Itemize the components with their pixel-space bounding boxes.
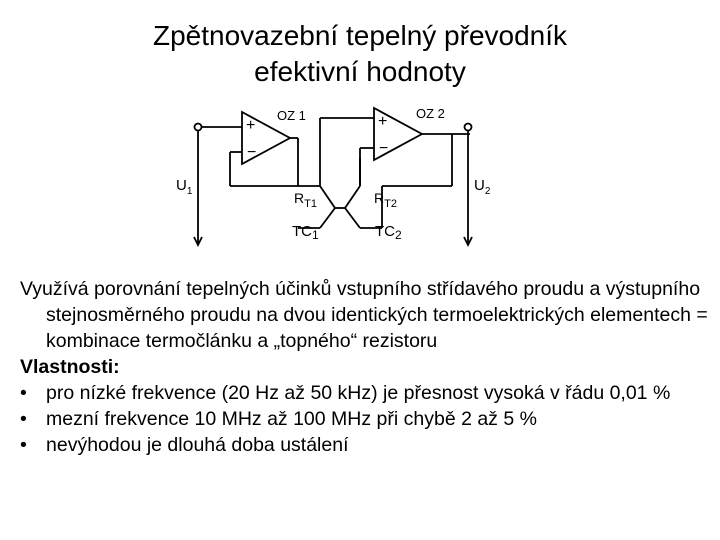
- output-terminal: [465, 124, 472, 131]
- bullet-icon: •: [20, 408, 27, 430]
- tc1-label: $TC_1$: [292, 223, 319, 242]
- circuit-diagram: [170, 100, 510, 260]
- opamp-1-label: OZ 1: [277, 108, 306, 123]
- properties-heading: Vlastnosti:: [20, 356, 120, 378]
- u1-label: $U_1$: [176, 177, 193, 197]
- bullet-icon: •: [20, 382, 27, 404]
- list-item-text: nevýhodou je dlouhá doba ustálení: [46, 434, 349, 456]
- title-line-1: Zpětnovazební tepelný převodník: [152, 20, 568, 51]
- bullet-icon: •: [20, 434, 27, 456]
- list-item: [20, 432, 710, 458]
- opamp-2-label: OZ 2: [416, 106, 445, 121]
- rt1-label: $R_{T1}$: [294, 190, 317, 210]
- opamp-2-minus: −: [379, 140, 389, 157]
- tc2-label: $TC_2$: [375, 223, 402, 242]
- list-item: [20, 406, 710, 432]
- u2-label: $U_2$: [474, 177, 491, 197]
- rt2-label: $R_{T2}$: [374, 190, 397, 210]
- title-line-2: efektivní hodnoty: [254, 56, 466, 87]
- opamp-1-minus: −: [247, 144, 257, 161]
- list-item: [20, 380, 710, 406]
- input-terminal: [195, 124, 202, 131]
- opamp-2-plus: +: [378, 113, 388, 130]
- opamp-1-plus: +: [246, 117, 256, 134]
- list-item-text: pro nízké frekvence (20 Hz až 50 kHz) je přesnost vysoká v řádu 0,01 %: [46, 382, 671, 404]
- list-item-text: mezní frekvence 10 MHz až 100 MHz při chybě 2 až 5 %: [46, 408, 537, 430]
- page-title: [0, 18, 720, 90]
- body-text: [20, 276, 710, 458]
- intro-paragraph: Využívá porovnání tepelných účinků vstupního střídavého proudu a výstupního stejnosměrného proudu na dvou identických termoelektrických elementech = kombinace termočlánku a „topného“ rezistoru: [20, 278, 708, 352]
